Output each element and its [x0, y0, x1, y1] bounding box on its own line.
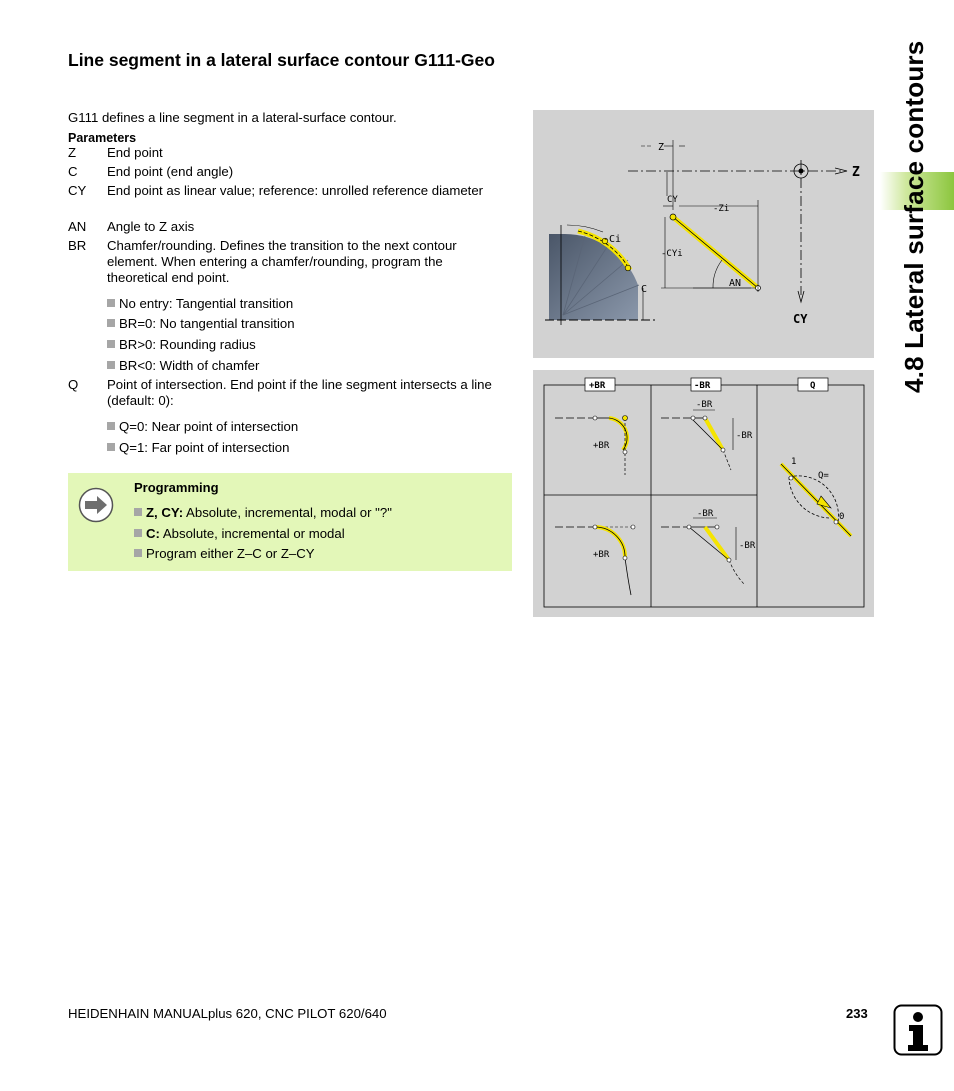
- header-plus-br: +BR: [589, 381, 606, 391]
- param-key: Z: [68, 145, 77, 160]
- param-desc: End point: [107, 145, 163, 160]
- param-key: Q: [68, 377, 79, 392]
- arrow-right-icon: [78, 487, 114, 523]
- info-icon: [893, 1004, 943, 1056]
- label-z-axis: Z: [852, 165, 860, 180]
- section-heading: Line segment in a lateral surface contour G111-Geo: [68, 50, 495, 70]
- programming-item-text: Program either Z–C or Z–CY: [146, 546, 315, 561]
- label-q-zero: 0: [839, 512, 845, 522]
- label-an: AN: [729, 278, 742, 289]
- programming-title: Programming: [134, 480, 219, 495]
- bullet-square-icon: [107, 361, 115, 369]
- figure-2-drawing: [533, 370, 874, 617]
- label-cy-axis: CY: [793, 312, 808, 326]
- header-q: Q: [810, 381, 816, 391]
- programming-item-bold: C:: [146, 526, 160, 541]
- label-q-eq: Q=: [818, 471, 829, 481]
- bullet-square-icon: [107, 299, 115, 307]
- parameters-heading: Parameters: [68, 131, 137, 145]
- bullet-square-icon: [107, 422, 115, 430]
- label-cy-small: CY: [667, 195, 678, 205]
- br-option: [107, 358, 259, 374]
- param-key: BR: [68, 238, 87, 253]
- br-option: [107, 316, 295, 332]
- br-option-text: BR<0: Width of chamfer: [119, 358, 260, 373]
- bullet-square-icon: [107, 319, 115, 327]
- programming-item: [134, 546, 315, 561]
- br-option-text: No entry: Tangential transition: [119, 296, 294, 311]
- label-ci: -Ci: [603, 234, 622, 245]
- bullet-square-icon: [134, 549, 142, 557]
- br-option-text: BR>0: Rounding radius: [119, 337, 256, 352]
- q-option-text: Q=1: Far point of intersection: [119, 440, 290, 455]
- param-desc: End point (end angle): [107, 164, 234, 179]
- q-option: [107, 419, 298, 435]
- side-chapter-title-text: 4.8 Lateral surface contours: [899, 40, 929, 393]
- side-chapter-title: [899, 40, 939, 395]
- q-option-text: Q=0: Near point of intersection: [119, 419, 299, 434]
- param-key: AN: [68, 219, 87, 234]
- label-z-top: Z: [658, 142, 665, 153]
- br-option-text: BR=0: No tangential transition: [119, 316, 295, 331]
- programming-item-text: Absolute, incremental or modal: [159, 526, 345, 541]
- q-option: [107, 440, 289, 456]
- label-minus-br-bottom-h: -BR: [697, 509, 714, 519]
- figure-line-segment-geometry: [533, 110, 874, 358]
- param-key: C: [68, 164, 78, 179]
- label-minus-br-bottom-v: -BR: [739, 541, 756, 551]
- figure-transition-options: [533, 370, 874, 617]
- br-option: [107, 337, 256, 353]
- bullet-square-icon: [134, 529, 142, 537]
- footer-manual-name: HEIDENHAIN MANUALplus 620, CNC PILOT 620/640: [68, 1006, 387, 1021]
- label-minus-br-top-h: -BR: [696, 400, 713, 410]
- programming-box: [68, 473, 512, 571]
- br-option: [107, 296, 293, 312]
- programming-item: [134, 526, 345, 541]
- label-zi: -Zi: [713, 204, 730, 214]
- programming-item-text: Absolute, incremental, modal or "?": [183, 505, 392, 520]
- page-number: 233: [846, 1006, 868, 1021]
- workpiece-shape: [549, 234, 638, 320]
- param-key: CY: [68, 183, 87, 198]
- intro-text: G111 defines a line segment in a lateral-surface contour.: [68, 110, 397, 125]
- bullet-square-icon: [134, 508, 142, 516]
- header-minus-br: -BR: [694, 381, 711, 391]
- label-c: C: [641, 284, 648, 295]
- label-plus-br-top: +BR: [593, 441, 610, 451]
- programming-item: [134, 505, 392, 520]
- label-plus-br-bottom: +BR: [593, 550, 610, 560]
- param-desc: Chamfer/rounding. Defines the transition to the next contour element. When entering a chamfer/rounding, program the theoretical end point.: [107, 238, 457, 285]
- bullet-square-icon: [107, 443, 115, 451]
- param-desc: Point of intersection. End point if the line segment intersects a line (default: 0):: [107, 377, 492, 408]
- bullet-square-icon: [107, 340, 115, 348]
- figure-1-drawing: [533, 110, 874, 358]
- label-cyi: -CYi: [661, 249, 683, 259]
- label-q-one: 1: [791, 457, 797, 467]
- param-desc: Angle to Z axis: [107, 219, 195, 234]
- programming-item-bold: Z, CY:: [146, 505, 184, 520]
- param-desc: End point as linear value; reference: unrolled reference diameter: [107, 183, 484, 198]
- label-minus-br-top-v: -BR: [736, 431, 753, 441]
